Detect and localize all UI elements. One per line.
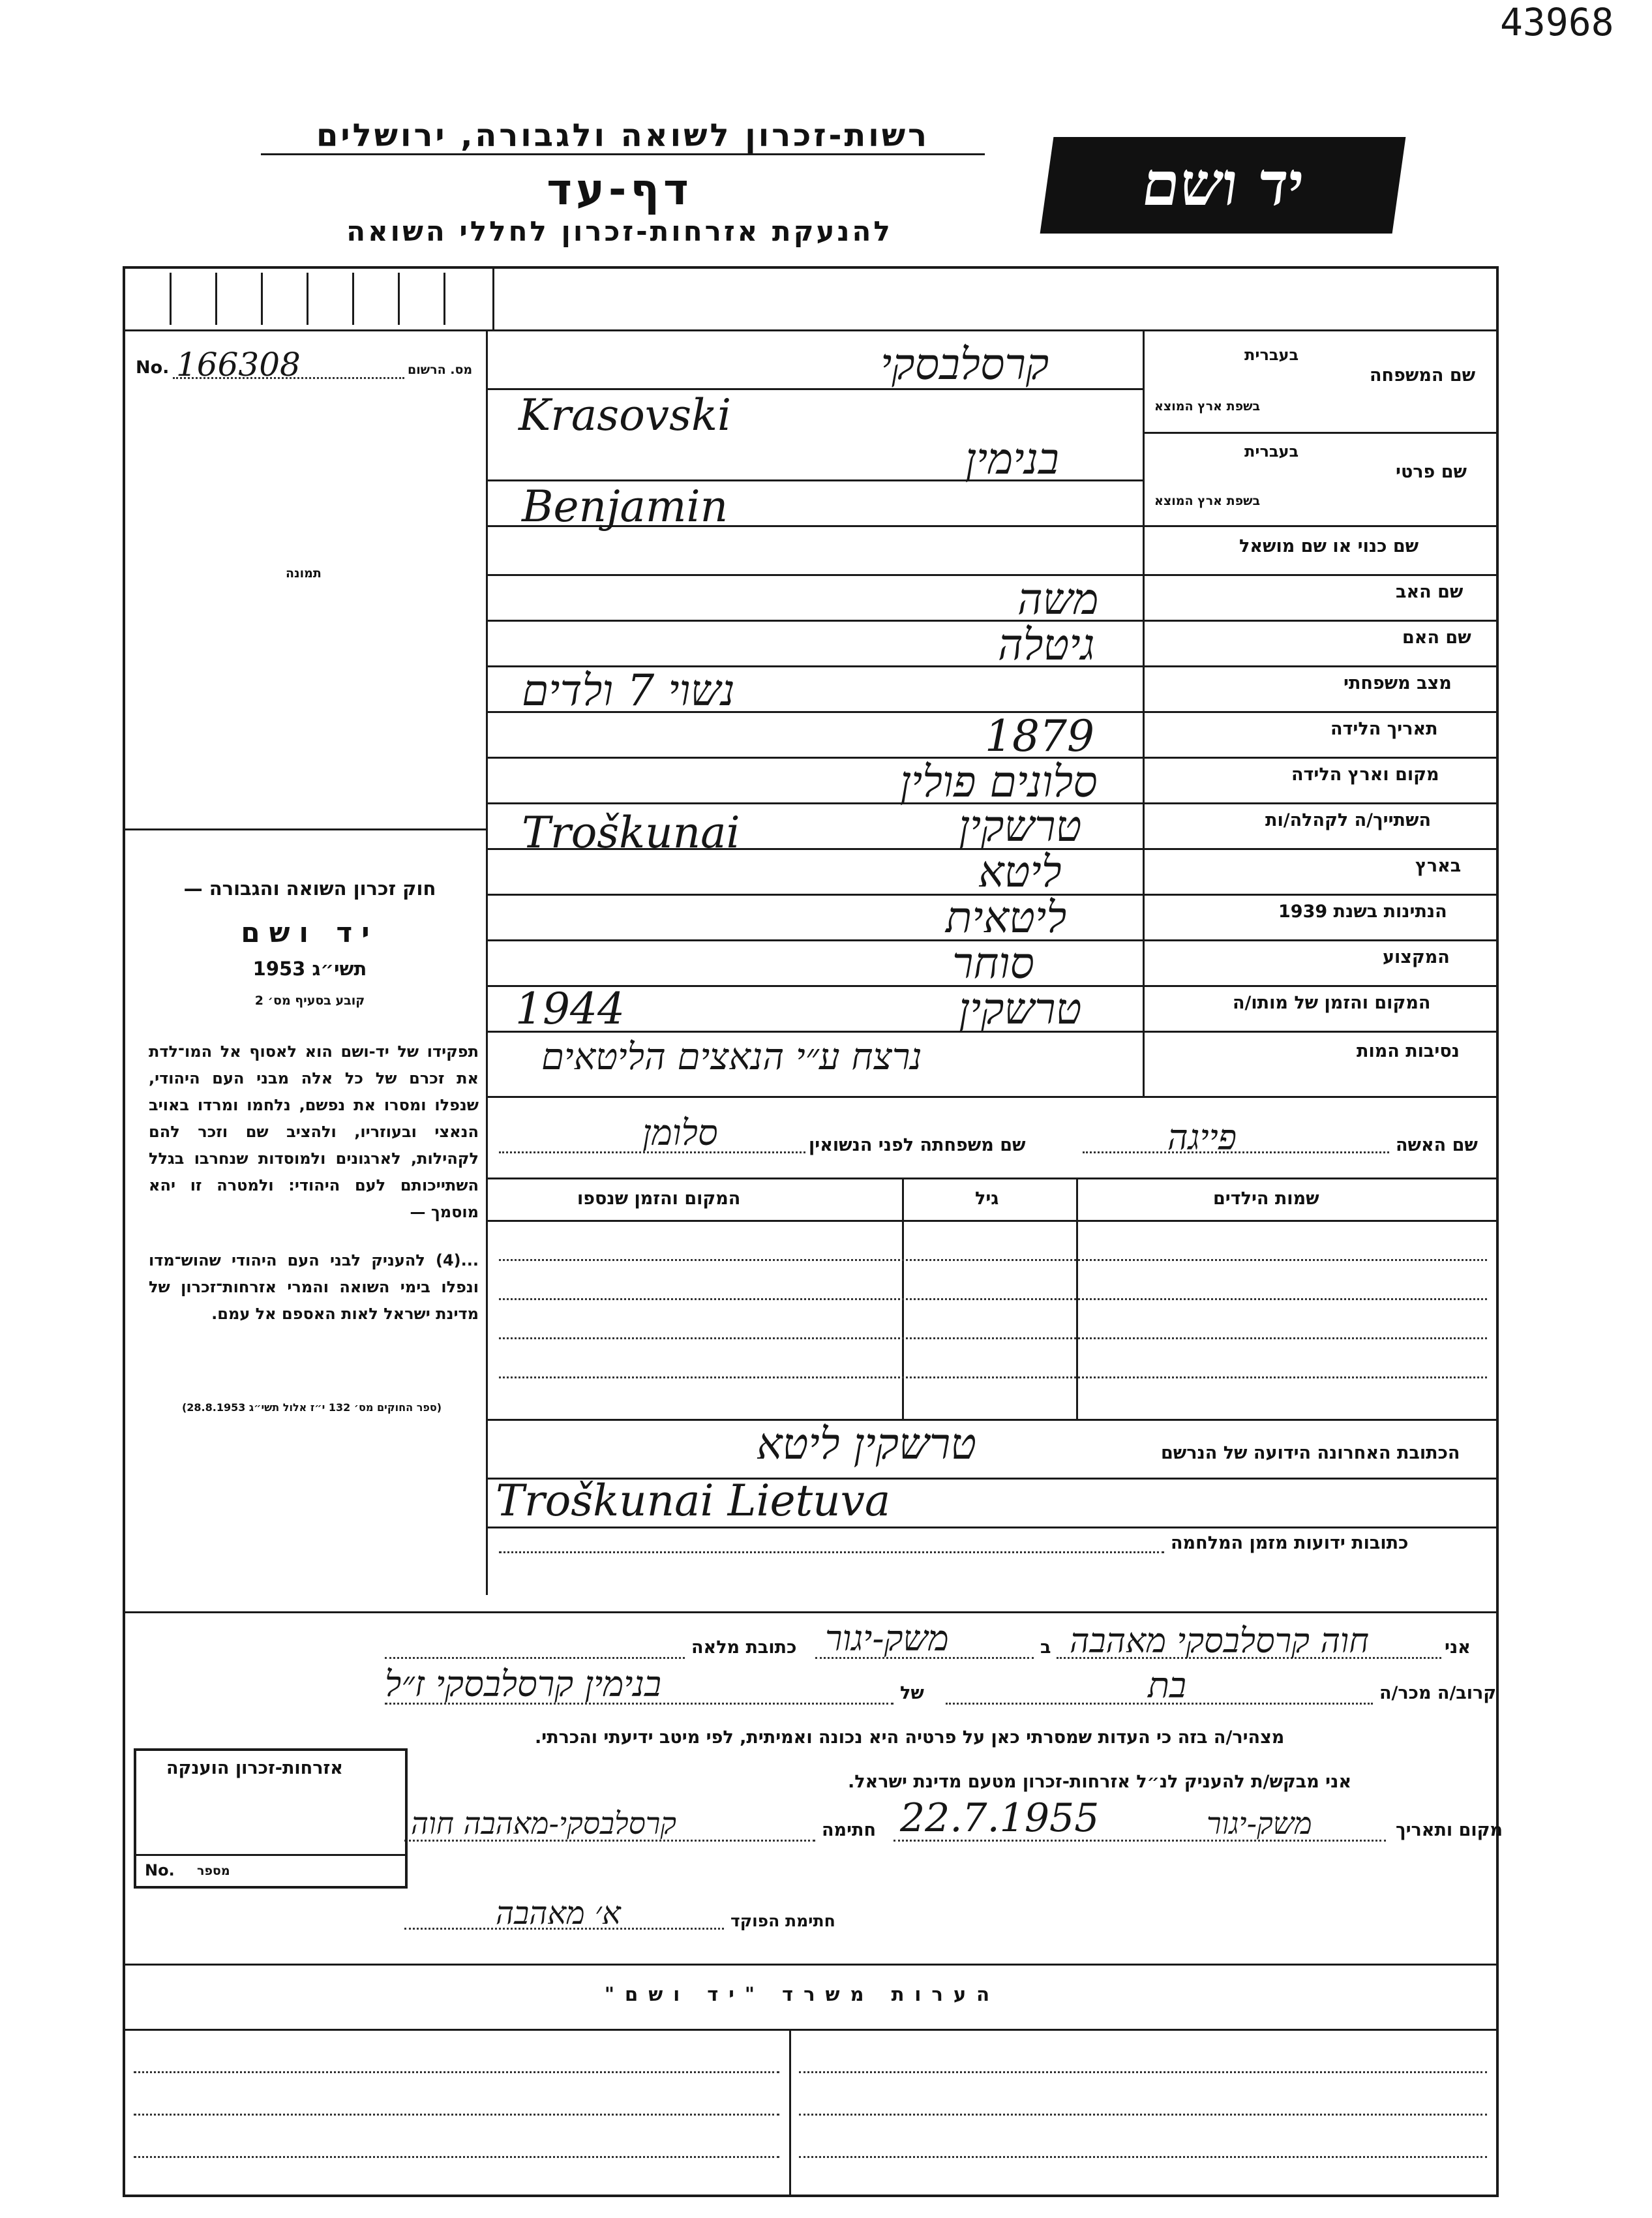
logo-text: יד ושם xyxy=(1137,149,1309,219)
citizenship-value: ליטאית xyxy=(946,892,1067,943)
children-header-place: המקום והזמן שנספו xyxy=(577,1189,741,1209)
children-header-names: שמות הילדים xyxy=(1213,1189,1319,1209)
marital-value: נשוי 7 ולדים xyxy=(522,665,735,716)
last-address-hebrew: טרשקין ליטא xyxy=(757,1419,977,1469)
form-title: דף-עד xyxy=(547,164,693,215)
wife-label: שם האשה xyxy=(1396,1135,1478,1155)
community-label: השתייך/ה לקהלה/ות xyxy=(1265,810,1431,830)
form-subtitle: להנעקת אזרחות-זכרון לחללי השואה xyxy=(346,215,893,247)
code-box-divider xyxy=(352,273,354,325)
law-clause: קובע בסעיף מס׳ 2 xyxy=(254,994,365,1008)
children-row xyxy=(499,1298,1487,1300)
left-column-divider xyxy=(486,329,488,1595)
firstname-hebrew-value: בנימין xyxy=(965,434,1059,484)
address-line xyxy=(385,1657,685,1659)
children-header-age: גיל xyxy=(975,1189,999,1209)
code-box-divider xyxy=(398,273,400,325)
surname-latin-value: Krasovski xyxy=(518,390,732,440)
citizenship-box-prefix: No. xyxy=(145,1861,175,1879)
birthdate-label: תאריך הלידה xyxy=(1330,719,1438,739)
children-row xyxy=(499,1376,1487,1378)
death-place-value: טרשקין xyxy=(959,984,1082,1034)
registration-prefix: No. xyxy=(136,357,170,378)
office-notes-divider xyxy=(789,2029,791,2197)
office-notes-title: הערות משרד "יד ושם" xyxy=(604,1983,1000,2005)
citizenship-box-line xyxy=(134,1854,408,1856)
registration-number: 166308 xyxy=(176,346,301,384)
signature-label: חתימה xyxy=(822,1820,877,1840)
law-year: תשי״ג 1953 xyxy=(252,958,367,980)
code-box-divider xyxy=(170,273,172,325)
code-row-divider xyxy=(492,266,494,329)
country-value: ליטא xyxy=(978,847,1062,897)
code-row-bottom xyxy=(123,329,1499,331)
father-label: שם האב xyxy=(1396,582,1464,602)
date-value: 22.7.1955 xyxy=(900,1795,1100,1841)
signature-value: קרסלבסקי-מאהבה חוה xyxy=(411,1806,676,1841)
law-title: חוק זכרון השואה והגבורה — xyxy=(183,877,436,900)
officer-label: חתימת הפוקד xyxy=(730,1911,835,1930)
row-line xyxy=(1143,432,1499,434)
occupation-value: סוחר xyxy=(952,938,1034,988)
office-notes-top xyxy=(123,1964,1499,1966)
death-label: המקום והזמן של מותו/ה xyxy=(1233,993,1431,1013)
declarant-name-value: חוה קרסלבסקי מאהבה xyxy=(1070,1622,1370,1661)
row-line xyxy=(486,1096,1499,1098)
surname-hebrew-value: קרסלבסקי xyxy=(880,339,1049,389)
office-notes-line xyxy=(134,2071,779,2073)
citizenship-box-title: אזרחות-זכרון הוענקה xyxy=(166,1758,343,1778)
declaration-text: מצהיר/ה בזה כי העדות שמסרתי כאן על פרטיה היא נכונה ואמיתית, לפי מיטב ידיעתי והכרתי. xyxy=(535,1727,1285,1748)
declarant-section-top xyxy=(123,1611,1499,1613)
law-name: יד ושם xyxy=(241,917,379,949)
war-addresses-line xyxy=(499,1551,1164,1553)
code-box-divider xyxy=(443,273,445,325)
children-table-top xyxy=(486,1177,1499,1179)
last-address-latin: Troškunai Lietuva xyxy=(496,1476,891,1526)
of-value: בנימין קרסלבסקי ז״ל xyxy=(385,1664,662,1705)
office-notes-line xyxy=(134,2156,779,2158)
community-latin-value: Troškunai xyxy=(522,808,740,858)
office-notes-header-line xyxy=(123,2029,1499,2031)
request-text: אני מבקש/ת להעניק לנ״ל אזרחות-זכרון מטעם מדינת ישראל. xyxy=(848,1772,1352,1792)
citizenship-label: הנתינות בשנת 1939 xyxy=(1278,902,1447,922)
children-table-bottom xyxy=(486,1419,1499,1421)
office-notes-line xyxy=(799,2156,1487,2158)
relative-label: קרוב/ה מכר/ה xyxy=(1379,1683,1497,1703)
children-row xyxy=(499,1259,1487,1261)
declarant-i-label: אני xyxy=(1445,1637,1471,1658)
archive-number: 43968 xyxy=(1500,0,1614,44)
row-line xyxy=(486,620,1499,622)
address-label: כתובת מלאה xyxy=(691,1637,797,1658)
firstname-latin-value: Benjamin xyxy=(522,481,728,532)
office-notes-line xyxy=(799,2114,1487,2116)
registration-label: מס. הרשום xyxy=(408,363,473,377)
code-box-divider xyxy=(307,273,308,325)
office-notes-line xyxy=(799,2071,1487,2073)
surname-origin-label: בשפת ארץ המוצא xyxy=(1154,399,1261,414)
community-hebrew-value: טרשקין xyxy=(959,801,1082,851)
death-year-value: 1944 xyxy=(515,984,625,1034)
mother-label: שם האם xyxy=(1402,628,1471,648)
nickname-label: שם כנוי או שם מושאל xyxy=(1239,536,1419,556)
marital-label: מצב משפחתי xyxy=(1344,673,1452,693)
office-notes-line xyxy=(134,2114,779,2116)
photo-area-bottom xyxy=(123,828,486,830)
father-value: משה xyxy=(1017,574,1099,624)
surname-label: שם המשפחה xyxy=(1370,365,1476,386)
firstname-origin-label: בשפת ארץ המוצא xyxy=(1154,494,1261,508)
declarant-place-value: משק-יגור xyxy=(825,1618,949,1659)
photo-label: תמונה xyxy=(286,566,322,581)
law-citation: (ספר החוקים מס׳ 132 י״ז אלול תשי״ג 28.8.1953) xyxy=(181,1401,442,1414)
law-text-2: ...(4) להעניק לבני העם היהודי שהוש־מדו ונפלו בימי השואה והמרי אזרחות־זכרון של מדינת ישראל לאות האספם אל עמם. xyxy=(149,1251,479,1323)
children-table-header-bottom xyxy=(486,1220,1499,1222)
surname-hebrew-label: בעברית xyxy=(1244,346,1299,364)
firstname-label: שם פרטי xyxy=(1396,462,1467,482)
birthdate-value: 1879 xyxy=(985,711,1094,761)
mother-value: גיטלה xyxy=(998,620,1095,670)
place-date-line xyxy=(894,1840,1386,1842)
last-address-line-2 xyxy=(486,1527,1499,1528)
place-date-value: משק-יגור xyxy=(1207,1806,1312,1841)
firstname-hebrew-label: בעברית xyxy=(1244,442,1299,461)
place-date-label: מקום ותאריך xyxy=(1396,1820,1503,1840)
maiden-value: סלומן xyxy=(642,1112,718,1153)
yad-vashem-logo xyxy=(1040,137,1406,234)
country-label: בארץ xyxy=(1415,856,1462,876)
law-text-1: תפקידו של יד-ושם הוא לאסוף אל המו־לדת את זכרם של כל אלה מבני העם היהודי, שנפלו ומסרו את נפשם, נלחמו ומרדו באויב הנאצי ובעוזריו, ולהציב שם וזכר להם לקהילות, לארגונים ולמוסדות שנחרבו בגלל השתייכותם לעם היהודי: ולמטרה זו יהא מוסמך — xyxy=(149,1042,479,1221)
cause-value: נרצח ע״י הנאצים הליטאים xyxy=(541,1036,922,1078)
declarant-in-label: ב xyxy=(1040,1637,1051,1658)
last-address-label: הכתובת האחרונה הידועה של הנרשם xyxy=(1161,1443,1460,1463)
wife-value: פייגה xyxy=(1167,1117,1237,1158)
citizenship-box-number-label: מספר xyxy=(197,1864,230,1878)
children-row xyxy=(499,1337,1487,1339)
cause-label: נסיבות המות xyxy=(1357,1041,1460,1061)
row-line xyxy=(486,574,1499,576)
maiden-label: שם משפחתה לפני הנשואין xyxy=(809,1135,1026,1155)
birthplace-label: מקום וארץ הלידה xyxy=(1291,765,1439,785)
officer-value: א׳ מאהבה xyxy=(496,1895,621,1932)
code-box-divider xyxy=(215,273,217,325)
of-label: של xyxy=(900,1683,924,1703)
code-box-divider xyxy=(261,273,263,325)
authority-underline xyxy=(261,153,985,155)
relation-value: בת xyxy=(1148,1665,1186,1706)
birthplace-value: סלונים פולין xyxy=(900,757,1098,807)
war-addresses-label: כתובות ידועות מזמן המלחמה xyxy=(1171,1533,1409,1553)
authority-line: רשות-זכרון לשואה ולגבורה, ירושלים xyxy=(316,117,930,154)
occupation-label: המקצוע xyxy=(1383,947,1450,967)
